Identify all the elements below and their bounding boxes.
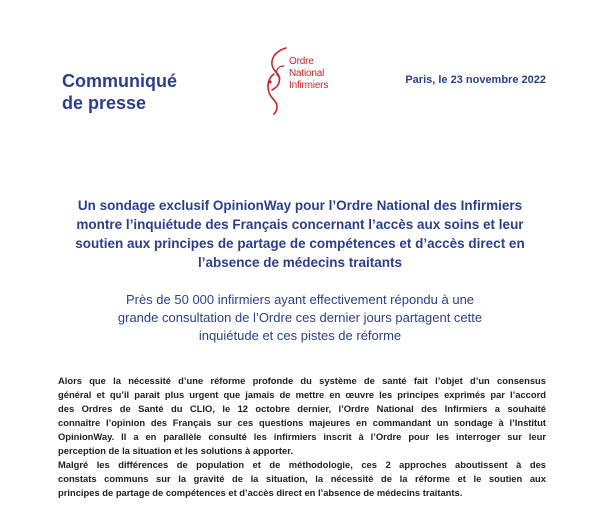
headline-line: montre l’inquiétude des Français concernant l’accès aux soins et leur: [76, 217, 524, 232]
headline-line: l’absence de médecins traitants: [197, 255, 403, 270]
body-paragraph-1: [58, 374, 546, 458]
subhead-line: Près de 50 000 infirmiers ayant effectivement répondu à une: [125, 292, 475, 307]
body-line: OpinionWay. Il a en parallèle consulté les infirmiers inscrit à l’Ordre pour les interroger sur leur: [58, 431, 546, 442]
body-paragraph-2: [58, 458, 546, 500]
body-line: Malgré les différences de population et de méthodologie, ces 2 approches aboutissent à des: [58, 459, 546, 470]
headline-line: soutien aux principes de partage de compétences et d’accès direct en: [75, 236, 525, 251]
subhead-line: grande consultation de l’Ordre ces dernier jours partagent cette: [117, 310, 483, 325]
doc-type-line-1: Communiqué: [62, 71, 177, 91]
body-line: des Ordres de Santé du CLIO, le 12 octobre dernier, l’Ordre National des Infirmiers a souhaité: [58, 403, 546, 414]
document-type-title: [62, 70, 177, 114]
headline: [70, 196, 530, 272]
ordre-infirmiers-logo: [262, 44, 352, 116]
body-line: perception de la situation et les solutions à apporter.: [58, 445, 293, 456]
logo-line-1: Ordre: [289, 56, 314, 67]
body-line: constats communs sur la gravité de la situation, la nécessité de la réforme et le soutien aux: [58, 473, 546, 484]
logo-line-3: Infirmiers: [289, 80, 329, 91]
body-text: [58, 374, 546, 500]
body-line: principes de partage de compétences et d’accès direct en l’absence de médecins traitants.: [58, 487, 463, 498]
release-date: Paris, le 23 novembre 2022: [405, 74, 546, 86]
doc-type-line-2: de presse: [62, 93, 147, 113]
headline-line: Un sondage exclusif OpinionWay pour l’Ordre National des Infirmiers: [77, 198, 523, 213]
body-line: général et qu’il parait plus urgent que jamais de mettre en œuvre les principes exprimés par l’accord: [58, 389, 546, 400]
subhead-line: inquiétude et ces pistes de réforme: [198, 328, 402, 343]
body-line: connaître l’opinion des Français sur ces questions majeures en commandant un sondage à l’Institut: [58, 417, 546, 428]
logo-line-2: National: [289, 68, 325, 79]
subheadline: [70, 291, 530, 345]
body-line: Alors que la nécessité d’une réforme profonde du système de santé fait l’objet d’un consensus: [58, 375, 546, 386]
logo-wordmark: [289, 56, 328, 92]
